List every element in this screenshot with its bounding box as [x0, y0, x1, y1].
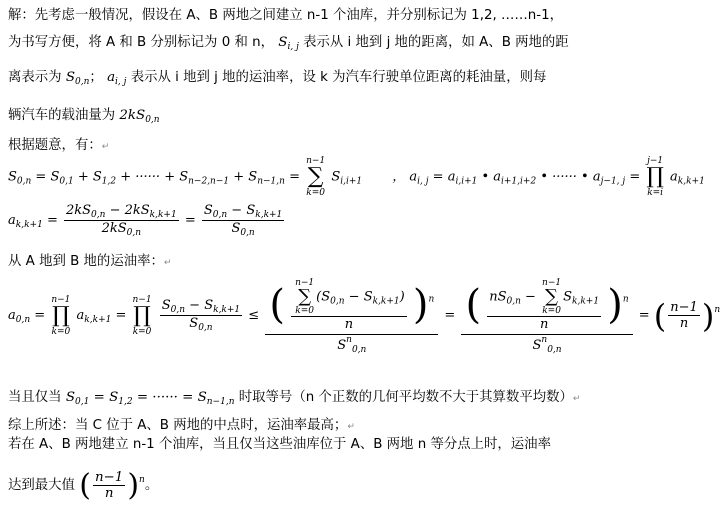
- rate-symbol: $a_{i, j}$: [107, 70, 127, 87]
- load-text: 辆汽车的载油量为: [8, 108, 116, 123]
- equality-text-a: 当且仅当: [8, 390, 62, 405]
- distance-desc: 表示从 i 地到 j 地的距离，如 A、B 两地的距: [303, 35, 569, 50]
- return-mark: ↵: [163, 258, 172, 268]
- line-equality-condition: [8, 386, 580, 407]
- line-load: [8, 104, 160, 125]
- return-mark: ↵: [101, 142, 110, 152]
- distance-symbol: $S_{i, j}$: [278, 35, 299, 52]
- line-intro: [8, 4, 563, 23]
- rate-def-text-a: 离表示为: [8, 70, 62, 85]
- equal-distances: $S_{0,1} = S_{1,2}$ = ······ = $S_{n-1,n}$: [65, 390, 235, 407]
- line-rate-def: 离表示为 $S_{0,n}$； $a_{i, j}$ 表示从 i 地到 j 地的运油率，设 k 为汽车行驶单位距离的耗油量，则每: [8, 70, 547, 87]
- max-value-text: 达到最大值: [8, 478, 75, 493]
- line-given: [8, 134, 109, 153]
- equality-text-b: 时取等号（n 个正数的几何平均数不大于其算数平均数）: [238, 390, 573, 405]
- intro-text: 解：先考虑一般情况，假设在 A、B 两地之间建立 n-1 个油库，并分别标记为 1,2, ……n-1，: [8, 8, 564, 23]
- max-value-expression: ( $\frac{n-1}{n}$ )$^n$: [79, 468, 145, 503]
- max-value-end: 。: [144, 478, 159, 493]
- equation-inequality: $a_{0,n}$ = n−1 ∏ k=0 $a_{k,k+1}$ = n−1 ∏ k=0 $\frac{S_{0,n} - S_{k,k+1}}{S_{0,n}}$ ≤ ( n−1 ∑ k=0 $(S_{0,n} - S_{k,k+1})$ n )$^n$ $S^n_{0,n}$ = ( $nS_{0,n}$ − n−1 ∑ k=0 $S_{k,k+1}$ n )$^n$ $S^n_{0,n}$ = ( $\frac{n-1}{n}$ )$^n$: [8, 278, 720, 355]
- equation-rate-step: $a_{k,k+1}$ = $\frac{2kS_{0,n} - 2kS_{k,k+1}}{2kS_{0,n}}$ = $\frac{S_{0,n} - S_{k,k+1}}{S_{0,n}}$: [8, 203, 283, 238]
- notation-text: 为书写方便，将 A 和 B 分别标记为 0 和 n，: [8, 35, 275, 50]
- total-distance-symbol: $S_{0,n}$: [65, 70, 90, 87]
- load-expression: $2kS_{0,n}$: [119, 108, 160, 125]
- return-mark: ↵: [572, 394, 581, 404]
- transport-text: 从 A 地到 B 地的运油率：: [8, 254, 164, 269]
- product-operator: j−1 ∏ k=i: [646, 156, 664, 198]
- equation-distance-sum: $S_{0,n} = S_{0,1} + S_{1,2}$ + ······ + $S_{n-2,n-1} + S_{n-1,n}$ = n−1 ∑ k=0 $S_{i,i+1}$ ， $a_{i, j} = a_{i,i+1}$ • $a_{i+1,i+2}$ • ······ • $a_{j-1, j}$ = j−1 ∏ k=i $a_{k,k+1}$: [8, 156, 705, 198]
- return-mark: ↵: [347, 422, 355, 432]
- line-transport: [8, 250, 171, 269]
- line-general-result: [8, 433, 551, 452]
- line-conclusion: [8, 414, 355, 433]
- general-result-text: 若在 A、B 两地建立 n-1 个油库，当且仅当这些油库位于 A、B 两地 n 等分点上时，运油率: [8, 437, 551, 452]
- sum-operator: n−1 ∑ k=0: [306, 156, 326, 198]
- line-notation: [8, 31, 569, 52]
- conclusion-text: 综上所述：当 C 位于 A、B 两地的中点时，运油率最高；: [8, 418, 348, 433]
- line-max-value: [8, 468, 158, 503]
- rate-def-text-b: 表示从 i 地到 j 地的运油率，设 k 为汽车行驶单位距离的耗油量，则每: [130, 70, 547, 85]
- given-text: 根据题意，有：: [8, 138, 102, 153]
